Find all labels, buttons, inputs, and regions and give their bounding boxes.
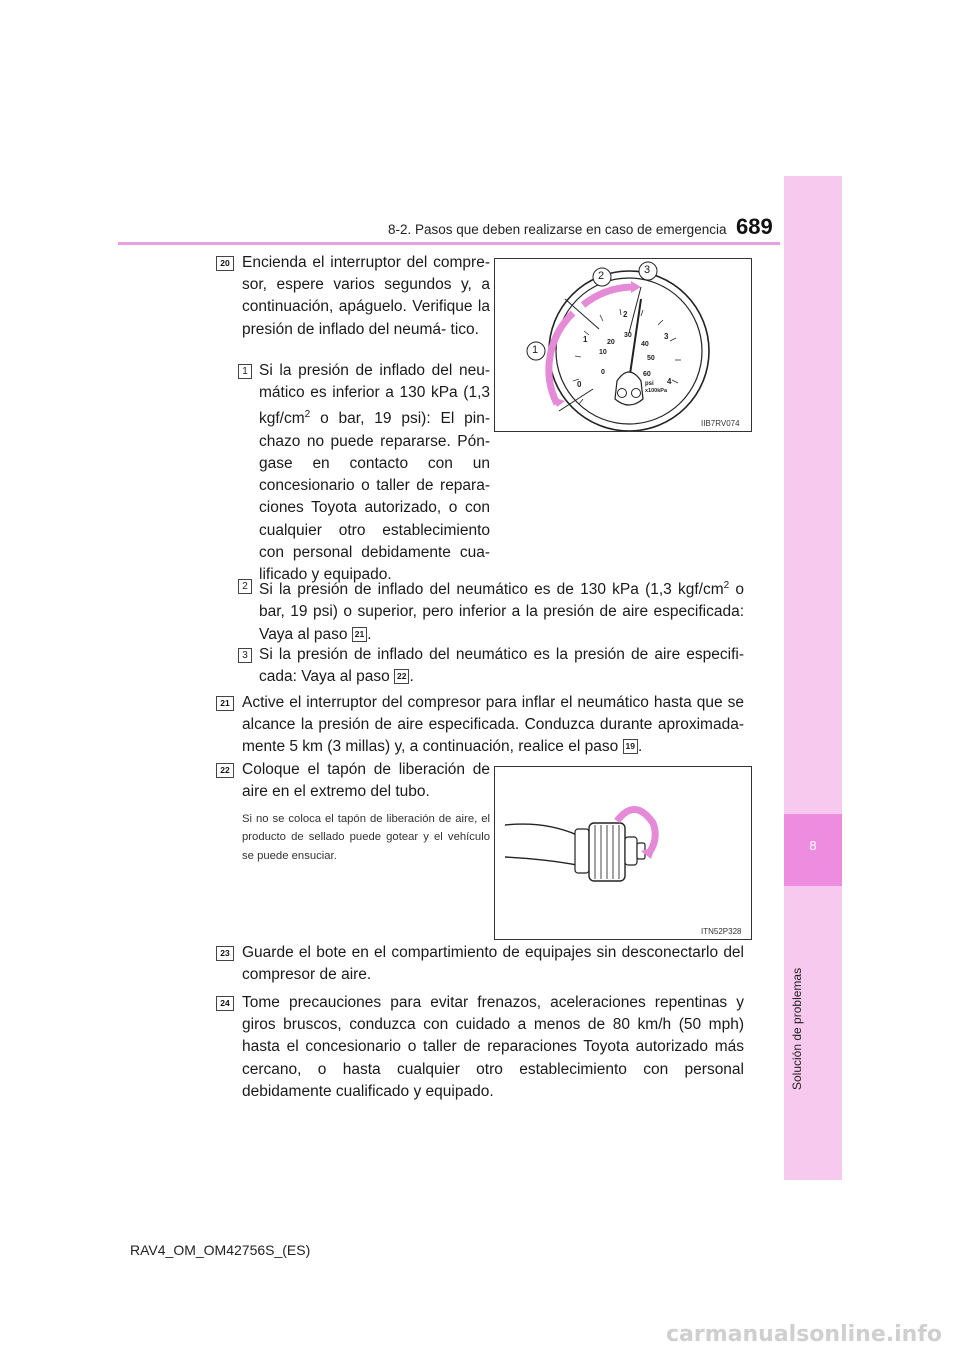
step-22-note: Si no se coloca el tapón de liberación de aire, el producto de sellado puede gotear y el vehículo se puede ensuciar. xyxy=(242,813,490,862)
unit-kpa: x100kPa xyxy=(645,388,668,394)
inner-scale-30: 30 xyxy=(624,332,632,339)
inner-scale-20: 20 xyxy=(607,339,615,346)
inner-scale-60: 60 xyxy=(643,371,651,378)
inner-scale-10: 10 xyxy=(599,349,607,356)
outer-scale-1: 1 xyxy=(583,335,588,344)
step-badge-24: 24 xyxy=(216,996,234,1011)
callout-3: 3 xyxy=(644,264,651,276)
step-badge-23: 23 xyxy=(216,946,234,961)
step-21-text: Active el interruptor del compresor para inflar el neumático hasta que se alcance la presión de aire especificada. Conduzca durante aproximada- mente 5 km (3 millas) y, a continuación, realice el paso 19 . xyxy=(242,694,744,756)
case-2-number: 2 xyxy=(238,579,252,594)
case-1-number: 1 xyxy=(238,364,252,379)
step-24-text: Tome precauciones para evitar frenazos, aceleraciones repentinas y giros bruscos, conduzca con cuidado a menos de 80 km/h (50 mph) hasta el concesionario o taller de reparaciones Toyota autorizado más cercano, o hasta cualquier otro establecimiento con personal debidamente cualificado y equipado. xyxy=(242,994,744,1100)
figure-code: IIB7RV074 xyxy=(701,419,740,428)
case-3-text: Si la presión de inflado del neumático es la presión de aire especifi- cada: Vaya al paso 22 . xyxy=(259,646,744,686)
step-badge-20: 20 xyxy=(216,256,234,271)
air-release-cap-figure xyxy=(494,766,752,940)
case-2-text: Si la presión de inflado del neumático es de 130 kPa (1,3 kgf/$cm^2$ o bar, 19 psi) o superior, pero inferior a la presión de aire especificada: Vaya al paso 21 . xyxy=(259,580,744,643)
pressure-gauge-figure xyxy=(494,258,752,432)
cap-illustration xyxy=(495,767,751,939)
callout-2: 2 xyxy=(598,270,605,282)
section-title: 8-2. Pasos que deben realizarse en caso de emergencia xyxy=(388,222,727,237)
step-ref-21[interactable]: 21 xyxy=(352,627,367,642)
callout-1: 1 xyxy=(532,344,539,356)
outer-scale-4: 4 xyxy=(667,377,672,386)
step-badge-22: 22 xyxy=(216,763,234,778)
unit-psi: psi xyxy=(645,381,654,387)
header-rule xyxy=(118,242,780,245)
step-badge-21: 21 xyxy=(216,696,234,711)
inner-scale-40: 40 xyxy=(641,341,649,348)
inner-scale-50: 50 xyxy=(647,355,655,362)
figure-code: ITN52P328 xyxy=(701,927,742,936)
chapter-number: 8 xyxy=(809,838,817,853)
case-1-text: Si la presión de inflado del neu- mático es inferior a 130 kPa (1,3 kgf/$cm^2$ o bar, 19 psi): El pin- chazo no puede repararse. Pón- gase en contacto con un concesionario o taller de repara- ciones Toyota autorizado, o con cualquier otro establecimiento con personal debidamente cua- lificado y equipado. xyxy=(259,362,490,583)
chapter-title: Solución de problemas xyxy=(790,967,804,1090)
document-id: RAV4_OM_OM42756S_(ES) xyxy=(130,1242,311,1258)
watermark: carmanualsonline.info xyxy=(666,1322,942,1347)
outer-scale-3: 3 xyxy=(664,332,669,341)
step-23-text: Guarde el bote en el compartimiento de equipajes sin desconectarlo del compresor de aire. xyxy=(242,944,744,984)
step-22-text: Coloque el tapón de liberación de aire en el extremo del tubo. xyxy=(242,761,490,801)
step-ref-19[interactable]: 19 xyxy=(623,739,638,754)
outer-scale-2: 2 xyxy=(623,310,628,319)
step-20-text: Encienda el interruptor del compre- sor, espere varios segundos y, a continuación, apáguelo. Verifique la presión de inflado del neumá- tico. xyxy=(242,254,490,338)
page-number: 689 xyxy=(736,214,773,239)
outer-scale-0: 0 xyxy=(577,380,582,389)
case-3-number: 3 xyxy=(238,648,252,663)
step-ref-22[interactable]: 22 xyxy=(394,669,409,684)
inner-scale-0: 0 xyxy=(601,369,605,376)
